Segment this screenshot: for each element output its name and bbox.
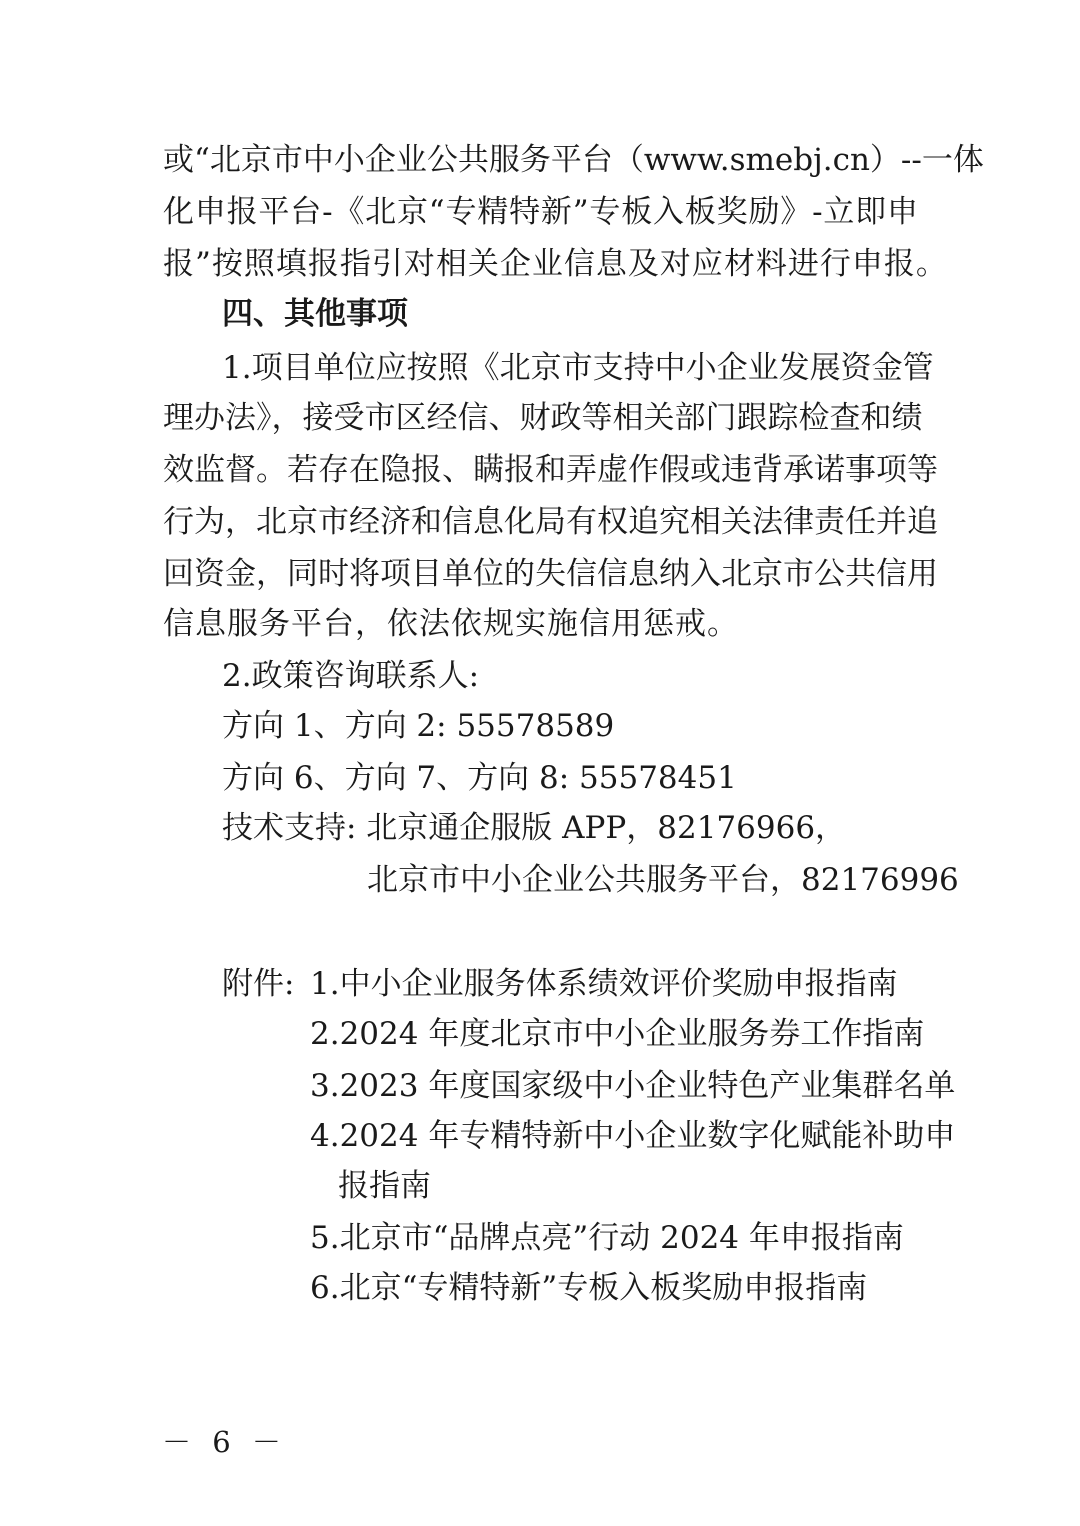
- item2-label: 2.政策咨询联系人:: [222, 658, 480, 694]
- attachment-item-4-continuation: 报指南: [338, 1168, 431, 1204]
- item1-line-2: 理办法》，接受市区经信、财政等相关部门跟踪检查和绩: [163, 400, 923, 436]
- intro-line-3: 报”按照填报指引对相关企业信息及对应材料进行申报。: [163, 246, 948, 282]
- tech-support-line-2: 北京市中小企业公共服务平台，82176996: [367, 862, 959, 898]
- page-number: － 6 －: [162, 1425, 287, 1459]
- attachment-item-4: 4.2024 年专精特新中小企业数字化赋能补助申: [310, 1118, 956, 1154]
- item1-line-5: 回资金，同时将项目单位的失信信息纳入北京市公共信用: [163, 556, 938, 592]
- item1-line-6: 信息服务平台，依法依规实施信用惩戒。: [163, 606, 739, 642]
- intro-line-1: 或“北京市中小企业公共服务平台（www.smebj.cn）--一体: [163, 142, 984, 178]
- attachment-item-6: 6.北京“专精特新”专板入板奖励申报指南: [310, 1270, 868, 1306]
- contact-line-1: 方向 1、方向 2: 55578589: [222, 708, 615, 744]
- section-heading: 四、其他事项: [222, 296, 408, 332]
- item1-line-1: 1.项目单位应按照《北京市支持中小企业发展资金管: [222, 350, 934, 386]
- attachment-item-2: 2.2024 年度北京市中小企业服务券工作指南: [310, 1016, 925, 1052]
- tech-support-line-1: 技术支持: 北京通企服版 APP，82176966，: [222, 810, 847, 846]
- attachments-label: 附件:: [222, 966, 295, 1002]
- item1-line-4: 行为，北京市经济和信息化局有权追究相关法律责任并追: [163, 504, 938, 540]
- intro-line-2: 化申报平台-《北京“专精特新”专板入板奖励》-立即申: [163, 194, 918, 230]
- attachment-item-1: 1.中小企业服务体系绩效评价奖励申报指南: [310, 966, 898, 1002]
- contact-line-2: 方向 6、方向 7、方向 8: 55578451: [222, 760, 737, 796]
- item1-line-3: 效监督。若存在隐报、瞒报和弄虚作假或违背承诺事项等: [163, 452, 938, 488]
- attachment-item-5: 5.北京市“品牌点亮”行动 2024 年申报指南: [310, 1220, 904, 1256]
- attachment-item-3: 3.2023 年度国家级中小企业特色产业集群名单: [310, 1068, 956, 1104]
